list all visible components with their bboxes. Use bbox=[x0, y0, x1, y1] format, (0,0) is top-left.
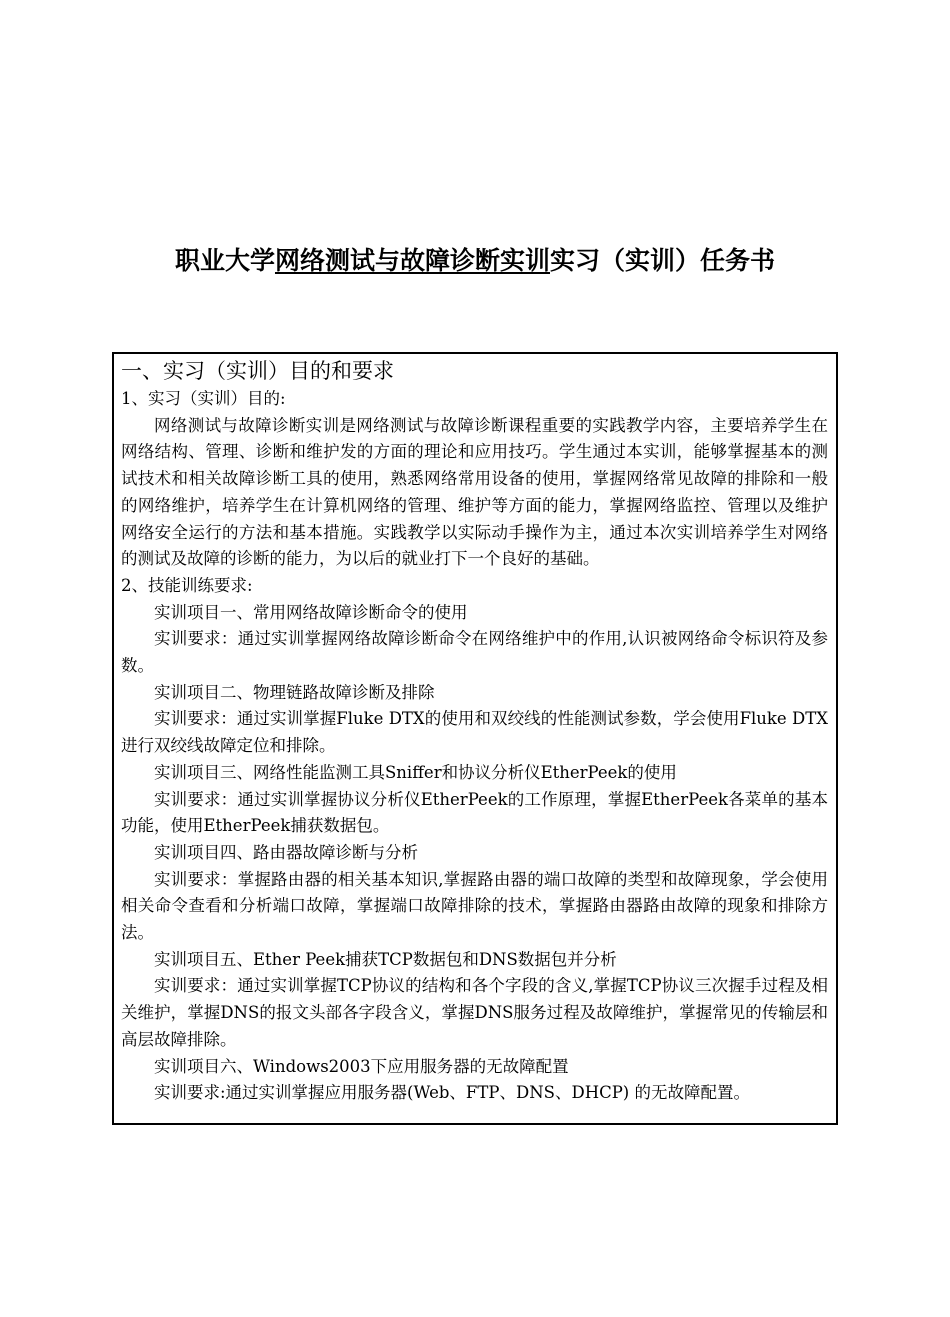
project-requirement: 实训要求：通过实训掌握Fluke DTX的使用和双绞线的性能测试参数，学会使用Fluke DTX进行双绞线故障定位和排除。 bbox=[121, 709, 828, 756]
project-requirement: 实训要求:通过实训掌握应用服务器(Web、FTP、DNS、DHCP) 的无故障配置。 bbox=[154, 1083, 750, 1103]
project-requirement: 实训要求：通过实训掌握网络故障诊断命令在网络维护中的作用,认识被网络命令标识符及参数。 bbox=[121, 629, 828, 676]
project-title: 实训项目三、网络性能监测工具Sniffer和协议分析仪EtherPeek的使用 bbox=[154, 762, 677, 782]
project-requirement: 实训要求：掌握路由器的相关基本知识,掌握路由器的端口故障的类型和故障现象，学会使用相关命令查看和分析端口故障，掌握端口故障排除的技术，掌握路由器路由故障的现象和排除方法。 bbox=[121, 869, 828, 943]
task-table bbox=[112, 352, 838, 1125]
purpose-text: 网络测试与故障诊断实训是网络测试与故障诊断课程重要的实践教学内容，主要培养学生在网络结构、管理、诊断和维护发的方面的理论和应用技巧。学生通过本实训，能够掌握基本的测试技术和相关故障诊断工具的使用，熟悉网络常用设备的使用，掌握网络常见故障的排除和一般的网络维护，培养学生在计算机网络的管理、维护等方面的能力，掌握网络监控、管理以及维护网络安全运行的方法和基本措施。实践教学以实际动手操作为主，通过本次实训培养学生对网络的测试及故障的诊断的能力，为以后的就业打下一个良好的基础。 bbox=[121, 415, 828, 569]
project-title: 实训项目五、Ether Peek捕获TCP数据包和DNS数据包并分析 bbox=[154, 949, 617, 969]
project-title: 实训项目四、路由器故障诊断与分析 bbox=[154, 842, 418, 862]
project-title: 实训项目一、常用网络故障诊断命令的使用 bbox=[154, 602, 468, 622]
page-title bbox=[0, 243, 950, 279]
project-requirement: 实训要求：通过实训掌握协议分析仪EtherPeek的工作原理，掌握EtherPeek各菜单的基本功能，使用EtherPeek捕获数据包。 bbox=[121, 789, 828, 836]
project-title: 实训项目六、Windows2003下应用服务器的无故障配置 bbox=[154, 1056, 569, 1076]
title-suffix: 实习（实训）任务书 bbox=[550, 246, 776, 275]
title-course-name: 网络测试与故障诊断实训 bbox=[274, 246, 550, 275]
section-heading: 一、实习（实训）目的和要求 bbox=[121, 359, 394, 383]
project-requirement: 实训要求：通过实训掌握TCP协议的结构和各个字段的含义,掌握TCP协议三次握手过程及相关维护，掌握DNS的报文头部各字段含义，掌握DNS服务过程及故障维护，掌握常见的传输层和高层故障排除。 bbox=[121, 976, 828, 1049]
purpose-heading: 1、实习（实训）目的: bbox=[121, 389, 286, 408]
skills-heading: 2、技能训练要求: bbox=[121, 575, 253, 595]
title-prefix: 职业大学 bbox=[174, 246, 275, 275]
project-title: 实训项目二、物理链路故障诊断及排除 bbox=[154, 682, 435, 702]
